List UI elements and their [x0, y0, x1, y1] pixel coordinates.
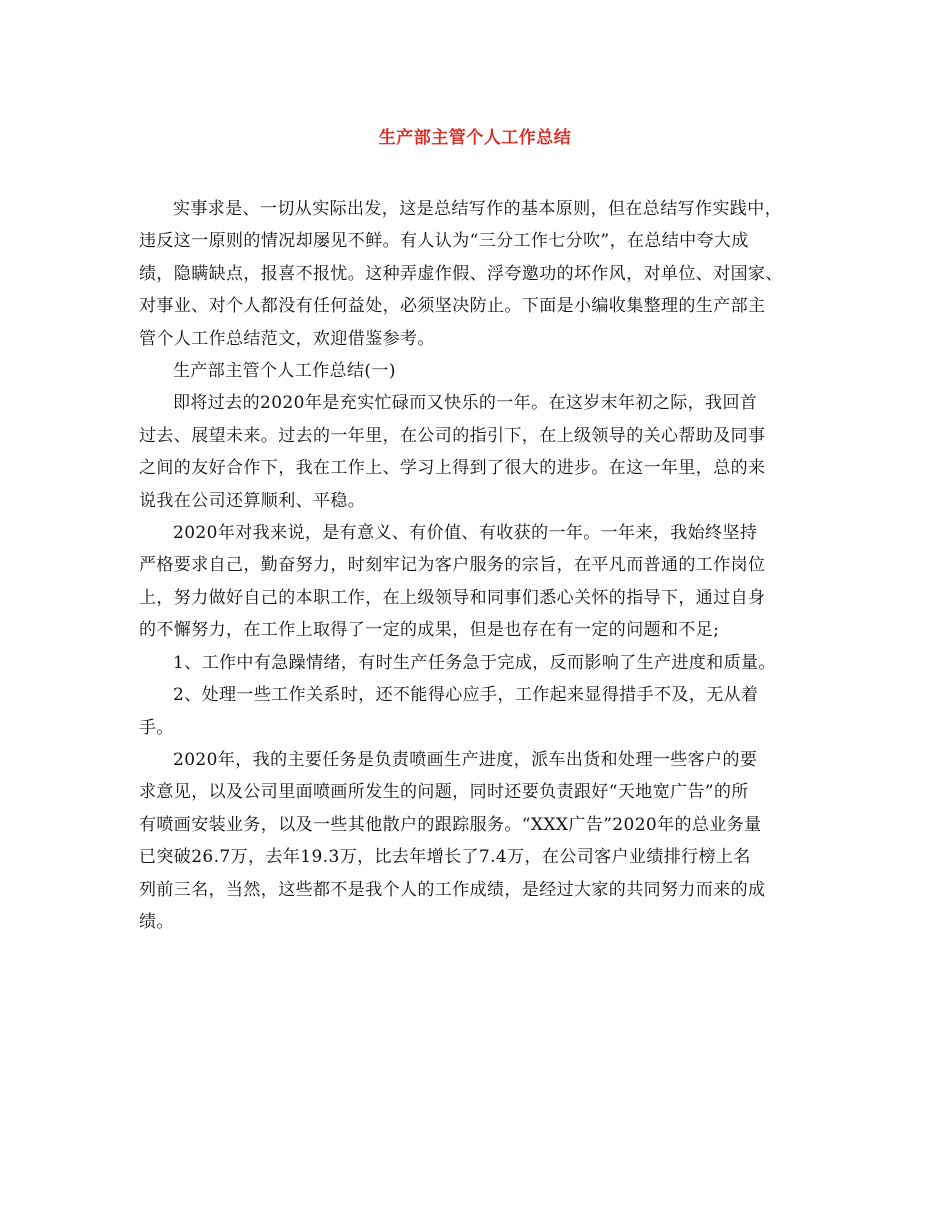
- paragraph-line: 绩。: [139, 911, 174, 932]
- paragraph-line: 即将过去的2020年是充实忙碌而又快乐的一年。在这岁末年初之际，我回首: [173, 393, 758, 414]
- section-heading-text: 生产部主管个人工作总结(一): [173, 361, 396, 382]
- list-item-2: [139, 679, 819, 744]
- paragraph-line: 绩，隐瞒缺点，报喜不报忧。这种弄虚作假、浮夸邀功的坏作风，对单位、对国家、: [139, 263, 783, 284]
- list-item-1: [139, 647, 819, 679]
- paragraph-line: 2020年对我来说，是有意义、有价值、有收获的一年。一年来，我始终坚持: [173, 523, 758, 544]
- paragraph-intro: [139, 193, 819, 355]
- document-title: 生产部主管个人工作总结: [378, 128, 572, 148]
- paragraph-review: [139, 387, 819, 517]
- paragraph-line: 之间的友好合作下，我在工作上、学习上得到了很大的进步。在这一年里，总的来: [139, 458, 766, 479]
- paragraph-line: 严格要求自己，勤奋努力，时刻牢记为客户服务的宗旨，在平凡而普通的工作岗位: [139, 555, 766, 576]
- paragraph-tasks: [139, 744, 819, 938]
- paragraph-line: 实事求是、一切从实际出发，这是总结写作的基本原则，但在总结写作实践中，: [173, 199, 782, 219]
- paragraph-line: 求意见，以及公司里面喷画所发生的问题，同时还要负责跟好“天地宽广告”的所: [139, 782, 749, 803]
- paragraph-line: 有喷画安装业务，以及一些其他散户的跟踪服务。“XXX广告”2020年的总业务量: [139, 814, 762, 835]
- paragraph-line: 已突破26.7万，去年19.3万，比去年增长了7.4万，在公司客户业绩排行榜上名: [139, 847, 751, 868]
- list-item-text: 2、处理一些工作关系时，还不能得心应手，工作起来显得措手不及，无从着: [173, 685, 759, 706]
- paragraph-line: 管个人工作总结范文，欢迎借鉴参考。: [139, 328, 435, 349]
- paragraph-year-summary: [139, 517, 819, 647]
- paragraph-line: 的不懈努力，在工作上取得了一定的成果，但是也存在有一定的问题和不足;: [139, 620, 720, 641]
- paragraph-line: 上，努力做好自己的本职工作，在上级领导和同事们悉心关怀的指导下，通过自身: [139, 587, 766, 608]
- list-item-text: 1、工作中有急躁情绪，有时生产任务急于完成，反而影响了生产进度和质量。: [173, 652, 776, 673]
- paragraph-line: 列前三名，当然，这些都不是我个人的工作成绩，是经过大家的共同努力而来的成: [139, 879, 766, 900]
- document-body: [139, 193, 819, 938]
- paragraph-line: 对事业、对个人都没有任何益处，必须坚决防止。下面是小编收集整理的生产部主: [139, 296, 766, 317]
- list-item-text: 手。: [139, 717, 174, 738]
- paragraph-line: 说我在公司还算顺利、平稳。: [139, 490, 366, 511]
- section-heading: [139, 355, 819, 387]
- paragraph-line: 过去、展望未来。过去的一年里，在公司的指引下，在上级领导的关心帮助及同事: [139, 425, 766, 446]
- paragraph-line: 2020年，我的主要任务是负责喷画生产进度，派车出货和处理一些客户的要: [173, 749, 758, 770]
- paragraph-line: 违反这一原则的情况却屡见不鲜。有人认为“三分工作七分吹”，在总结中夸大成: [139, 231, 749, 252]
